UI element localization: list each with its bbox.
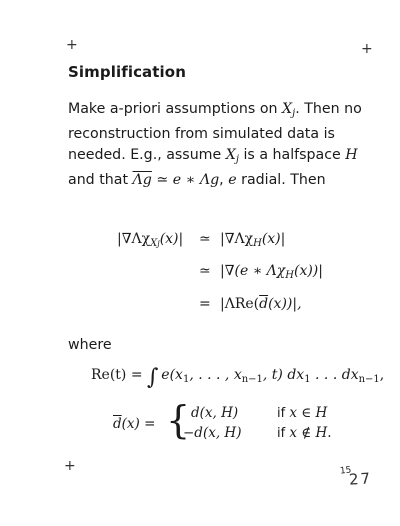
paragraph-text: and that (68, 172, 133, 188)
math-symbol: $X_j$ (282, 101, 296, 119)
cases-brace: { (166, 398, 191, 442)
math-symbol: e (228, 172, 237, 188)
case-value: −d(x, H) (183, 425, 242, 441)
page-number: 15 (339, 465, 352, 477)
equation-rhs: $|\Lambda Re(\overline{d}(x))|$, (220, 296, 302, 312)
equation-rhs: $|\nabla\Lambda\chi_H(x)|$ (220, 231, 286, 249)
equation-lhs: $|\nabla\Lambda\chi_{Xj}(x)|$ (117, 231, 184, 249)
math-expression: $\overline{\Lambda g}$ (132, 172, 152, 188)
registration-mark: + (361, 41, 373, 57)
where-label: where (68, 337, 112, 353)
paragraph-text: is a halfspace (238, 147, 346, 163)
page-title: Simplification (68, 63, 186, 81)
relation-equals: = (199, 296, 211, 312)
paragraph-text: Make a-priori assumptions on (68, 101, 282, 117)
math-symbol: H (345, 147, 358, 163)
math-relation: ≃ (151, 172, 173, 188)
d-definition-lhs: $\overline{d}(x)$ = (113, 416, 156, 432)
body-paragraph (68, 99, 388, 191)
handwritten-page-note: 27 (348, 469, 373, 489)
d-definition (113, 398, 343, 448)
re-definition: Re(t) = ∫ $e(x_1$, . . . , $x_{n-1}$, t) $dx_1$ . . . $dx_{n-1}$, (91, 365, 385, 390)
math-symbol: $X_j$ (225, 147, 239, 165)
registration-mark: + (66, 37, 78, 53)
case-condition: if x ∈ H (277, 405, 328, 421)
case-condition: if x ∉ H. (277, 425, 332, 441)
equation-rhs: |∇(e ∗ $\Lambda\chi_H(x))|$ (220, 263, 323, 281)
relation-approx: ≃ (199, 263, 211, 279)
registration-mark: + (64, 458, 76, 474)
paragraph-text: radial. Then (236, 172, 326, 188)
relation-approx: ≃ (199, 231, 211, 247)
paragraph-text: , (219, 172, 229, 188)
math-expression: e ∗ Λg (172, 172, 220, 188)
paragraph-text: . Then no reconstruction from simulated data is needed. E.g., assume (68, 101, 362, 163)
case-value: d(x, H) (191, 405, 239, 421)
